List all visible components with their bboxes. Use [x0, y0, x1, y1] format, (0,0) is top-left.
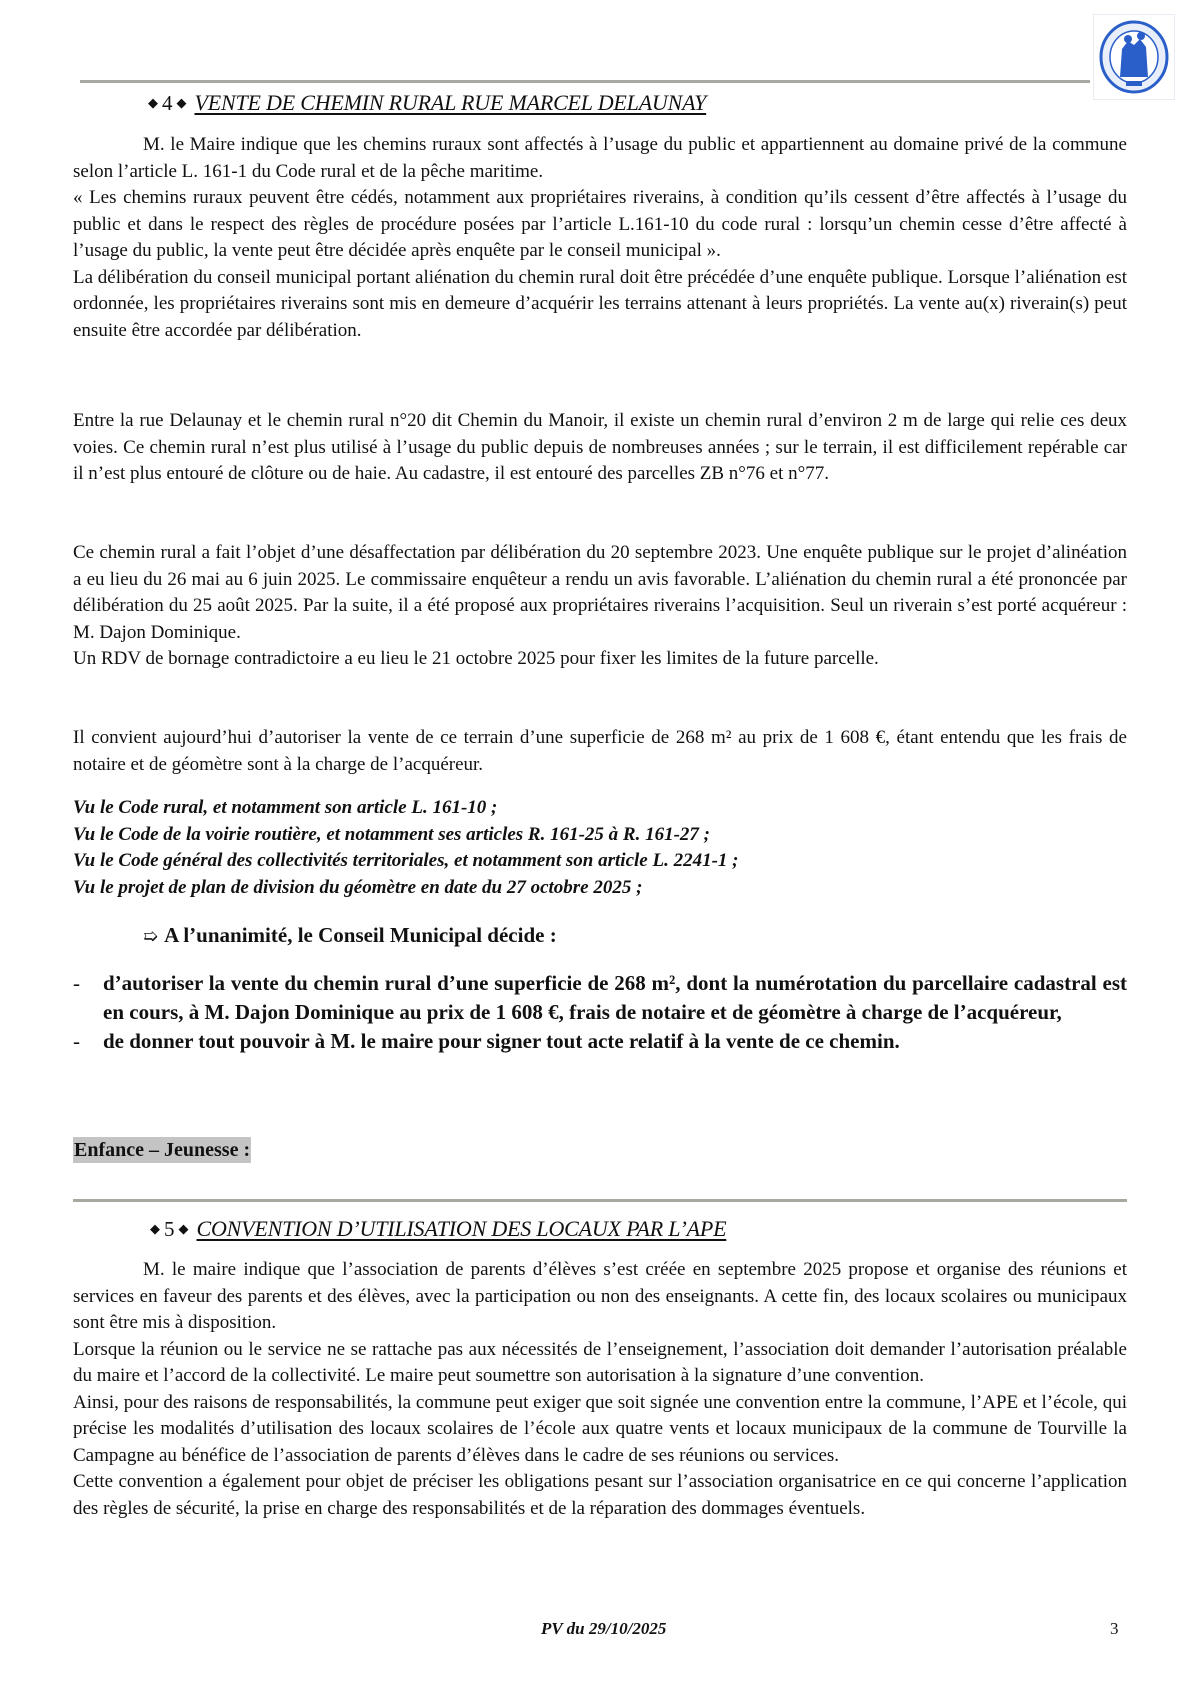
legal-reference: Vu le Code général des collectivités territoriales, et notamment son article L. 2241-1 ;	[73, 850, 739, 871]
legal-reference: Vu le Code rural, et notamment son article L. 161-10 ;	[73, 797, 498, 818]
paragraph: M. le Maire indique que les chemins ruraux sont affectés à l’usage du public et appartiennent au domaine privé de la commune selon l’article L. 161-1 du Code rural et de la pêche maritime.	[73, 134, 1127, 182]
legal-reference: Vu le projet de plan de division du géomètre en date du 27 octobre 2025 ;	[73, 876, 643, 898]
section-divider	[73, 1199, 1127, 1202]
paragraph: Ainsi, pour des raisons de responsabilités, la commune peut exiger que soit signée une convention entre la commune, l’APE et l’école, qui précise les modalités d’utilisation des locaux scolaires de l’école aux quatre vents et locaux municipaux de la commune de Tourville la Campagne au bénéfice de l’association de parents d’élèves dans le cadre de ses réunions ou services.	[73, 1391, 1127, 1466]
section-4-proposal	[73, 725, 1127, 778]
arrow-right-icon: ➯	[143, 926, 159, 946]
section-4-context	[73, 408, 1127, 488]
paragraph: M. le maire indique que l’association de parents d’élèves s’est créée en septembre 2025 propose et organise des réunions et services en faveur des parents et des élèves, avec la participation ou non des enseignants. A cette fin, des locaux scolaires ou municipaux sont être mis à disposition.	[73, 1259, 1127, 1333]
paragraph: Entre la rue Delaunay et le chemin rural n°20 dit Chemin du Manoir, il existe un chemin rural d’environ 2 m de large qui relie ces deux voies. Ce chemin rural n’est plus utilisé à l’usage du public depuis de nombreuses années ; sur le terrain, il est difficilement repérable car il n’est plus entouré de clôture ou de haie. Au cadastre, il est entouré des parcelles ZB n°76 et n°77.	[73, 410, 1127, 484]
section-number: 4	[162, 91, 173, 115]
section-number: 5	[164, 1217, 175, 1241]
decision-text: de donner tout pouvoir à M. le maire pour signer tout acte relatif à la vente de ce chemin.	[103, 1029, 900, 1053]
paragraph: Lorsque la réunion ou le service ne se rattache pas aux nécessités de l’enseignement, l’association doit demander l’autorisation préalable du maire et l’accord de la collectivité. Le maire peut soumettre son autorisation à la signature d’une convention.	[73, 1338, 1127, 1386]
municipal-seal-logo	[1093, 14, 1175, 100]
diamond-icon: ◆	[176, 95, 187, 110]
section-5-body	[73, 1257, 1127, 1522]
section-title: VENTE DE CHEMIN RURAL RUE MARCEL DELAUNAY	[194, 90, 707, 115]
section-5-heading	[150, 1216, 726, 1242]
diamond-icon: ◆	[148, 95, 158, 110]
municipal-seal-icon	[1098, 19, 1170, 95]
section-4-history	[73, 540, 1127, 673]
footer-title: PV du 29/10/2025	[541, 1619, 667, 1638]
decision-item	[73, 969, 1127, 1027]
paragraph: Cette convention a également pour objet de préciser les obligations pesant sur l’association organisatrice en ce qui concerne l’application des règles de sécurité, la prise en charge des responsabilités et de la réparation des dommages éventuels.	[73, 1471, 1127, 1519]
paragraph: Un RDV de bornage contradictoire a eu lieu le 21 octobre 2025 pour fixer les limites de la future parcelle.	[73, 648, 879, 669]
section-4-heading	[148, 90, 706, 116]
dash-bullet: -	[73, 971, 80, 995]
decision-heading-text: A l’unanimité, le Conseil Municipal décide :	[164, 923, 557, 947]
paragraph: Ce chemin rural a fait l’objet d’une désaffectation par délibération du 20 septembre 2023. Une enquête publique sur le projet d’alinéation a eu lieu du 26 mai au 6 juin 2025. Le commissaire enquêteur a rendu un avis favorable. L’aliénation du chemin rural a été prononcée par délibération du 25 août 2025. Par la suite, il a été proposé aux propriétaires riverains l’acquisition. Seul un riverain s’est porté acquéreur : M. Dajon Dominique.	[73, 542, 1127, 643]
decision-text: d’autoriser la vente du chemin rural d’une superficie de 268 m², dont la numérotation du parcellaire cadastral est en cours, à M. Dajon Dominique au prix de 1 608 €, frais de notaire et de géomètre à charge de l’acquéreur,	[103, 971, 1127, 1024]
decision-item	[73, 1027, 1127, 1056]
section-title: CONVENTION D’UTILISATION DES LOCAUX PAR L’APE	[196, 1216, 727, 1241]
top-divider	[80, 80, 1090, 83]
section-4-intro	[73, 132, 1127, 344]
legal-references	[73, 795, 1127, 901]
legal-reference: Vu le Code de la voirie routière, et notamment ses articles R. 161-25 à R. 161-27 ;	[73, 823, 711, 845]
diamond-icon: ◆	[178, 1221, 189, 1236]
paragraph: « Les chemins ruraux peuvent être cédés, notamment aux propriétaires riverains, à condition qu’ils cessent d’être affectés à l’usage du public et dans le respect des règles de procédure posées par l’article L.161-10 du code rural : lorsqu’un chemin cesse d’être affecté à l’usage du public, la vente peut être décidée après enquête par le conseil municipal ».	[73, 187, 1127, 261]
decision-heading	[143, 922, 557, 949]
page-number: 3	[1110, 1619, 1119, 1638]
diamond-icon: ◆	[150, 1221, 160, 1236]
dash-bullet: -	[73, 1029, 80, 1053]
paragraph: La délibération du conseil municipal portant aliénation du chemin rural doit être précédée d’une enquête publique. Lorsque l’aliénation est ordonnée, les propriétaires riverains sont mis en demeure d’acquérir les terrains attenant à leurs propriétés. La vente au(x) riverain(s) peut ensuite être accordée par délibération.	[73, 266, 1127, 341]
category-label: Enfance – Jeunesse :	[74, 1139, 251, 1161]
paragraph: Il convient aujourd’hui d’autoriser la vente de ce terrain d’une superficie de 268 m² au prix de 1 608 €, étant entendu que les frais de notaire et de géomètre sont à la charge de l’acquéreur.	[73, 727, 1127, 775]
decision-list	[73, 969, 1127, 1056]
